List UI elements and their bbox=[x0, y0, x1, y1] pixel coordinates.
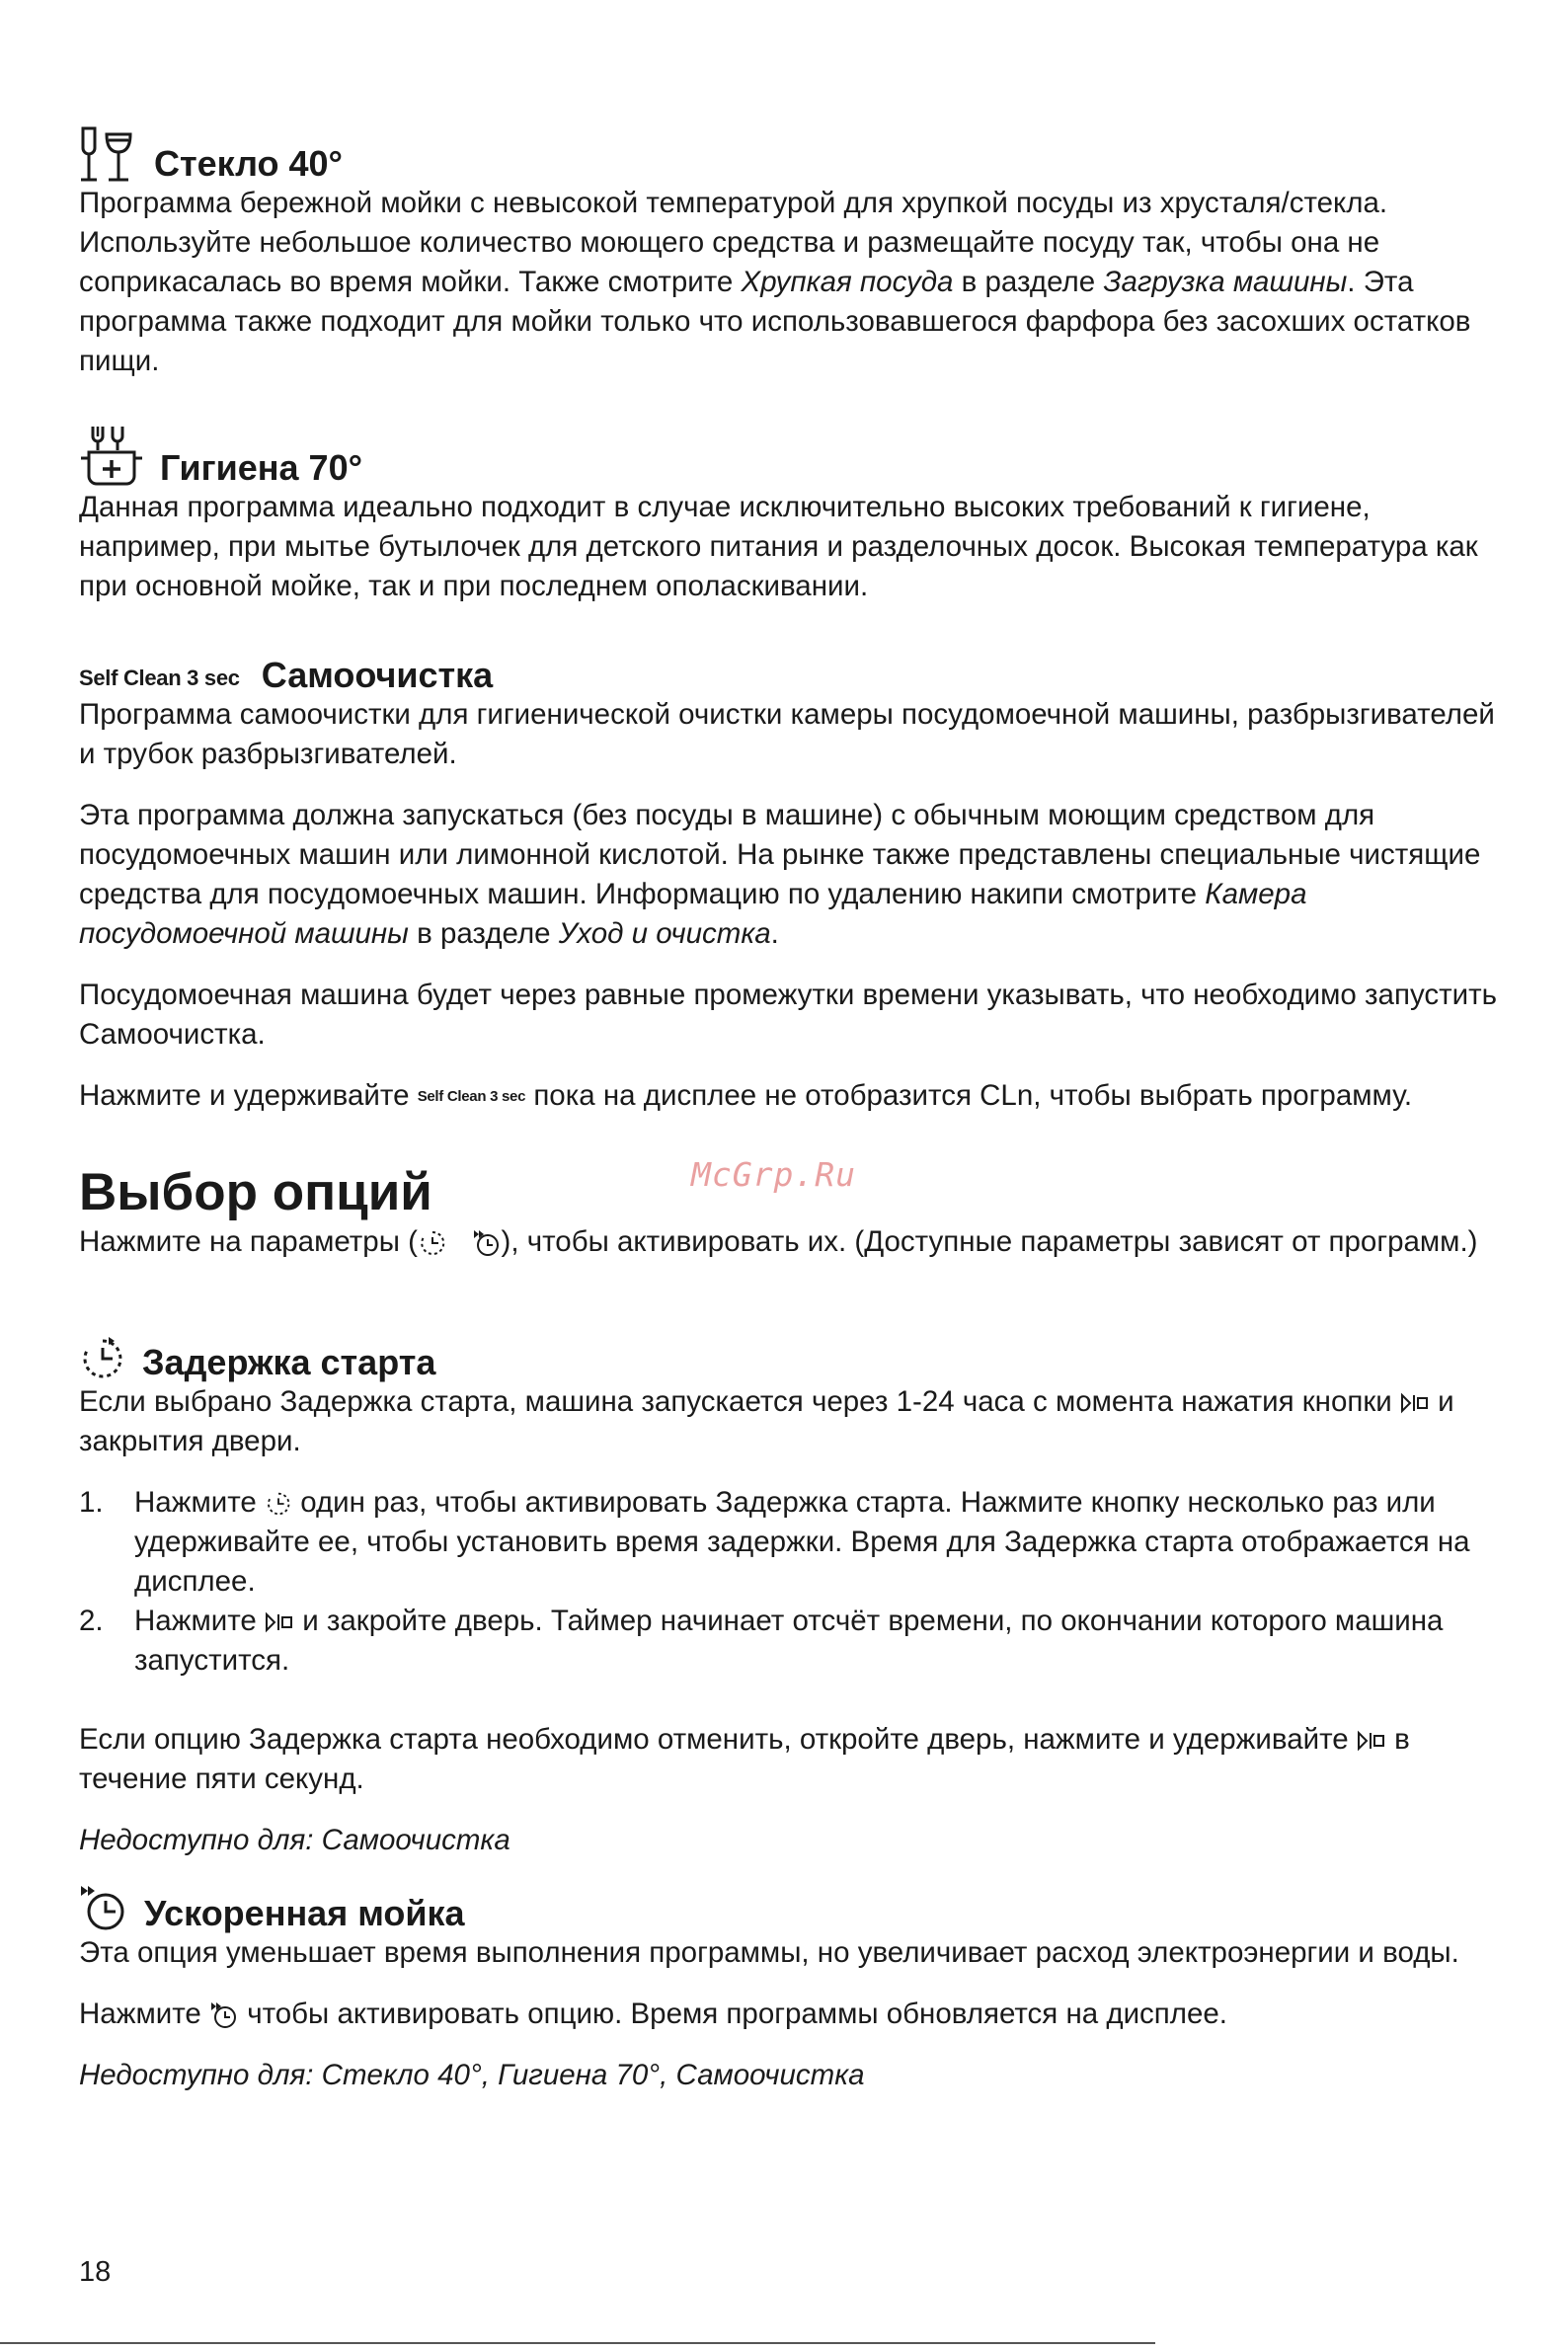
delay-start-icon bbox=[265, 1490, 292, 1518]
speed-press-text-b: чтобы активировать опцию. Время программы обновляется на дисплее. bbox=[239, 1998, 1227, 2030]
start-pause-icon bbox=[265, 1611, 294, 1633]
delay-intro-text-b: и закрытия двери. bbox=[79, 1385, 1454, 1457]
step-text-b: один раз, чтобы активировать Задержка старта. Нажмите кнопку несколько раз или удерживайте ее, чтобы установить время задержки. Время для Задержка старта отображается на дисплее. bbox=[134, 1486, 1470, 1598]
page-number: 18 bbox=[79, 2256, 112, 2288]
section-speed bbox=[79, 1884, 1501, 2095]
selfclean-para-4-text-b: пока на дисплее не отобразится CLn, чтобы выбрать программу. bbox=[525, 1079, 1413, 1112]
section-hygiene bbox=[79, 423, 1501, 606]
delay-cancel-text-b: в течение пяти секунд. bbox=[79, 1723, 1410, 1795]
speed-press-text-a: Нажмите bbox=[79, 1998, 209, 2030]
glass-title: Стекло 40° bbox=[154, 143, 343, 184]
selfclean-ref-chamber: Камера посудомоечной машины bbox=[79, 878, 1307, 950]
glass-body-text-3: . Эта программа также подходит для мойки только что использовавшегося фарфора без засохших остатков пищи. bbox=[79, 266, 1471, 377]
delay-unavailable: Недоступно для: Самоочистка bbox=[79, 1824, 510, 1856]
delay-cancel bbox=[79, 1720, 1501, 1799]
list-item bbox=[79, 1483, 1501, 1602]
selfclean-inline-label: Self Clean 3 sec bbox=[417, 1088, 526, 1106]
selfclean-ref-care: Уход и очистка bbox=[558, 917, 771, 950]
delay-title: Задержка старта bbox=[142, 1342, 436, 1382]
glass-icon bbox=[79, 126, 138, 184]
glass-ref-fragile: Хрупкая посуда bbox=[741, 266, 954, 298]
speed-title: Ускоренная мойка bbox=[144, 1893, 465, 1933]
glass-body bbox=[79, 184, 1501, 381]
step-number: 1. bbox=[79, 1486, 104, 1519]
options-title: Выбор опций bbox=[79, 1163, 432, 1221]
watermark: McGrp.Ru bbox=[691, 1155, 856, 1194]
delay-cancel-text-a: Если опцию Задержка старта необходимо отменить, откройте дверь, нажмите и удерживайте bbox=[79, 1723, 1357, 1756]
selfclean-para-3: Посудомоечная машина будет через равные промежутки времени указывать, что необходимо запустить Самоочистка. bbox=[79, 979, 1497, 1051]
delay-heading bbox=[79, 1335, 1501, 1382]
delay-intro bbox=[79, 1382, 1501, 1461]
selfclean-para-2-text-b: в разделе bbox=[408, 917, 559, 950]
step-text bbox=[134, 1602, 1501, 1681]
step-text-a: Нажмите bbox=[134, 1486, 265, 1519]
delay-start-icon bbox=[418, 1228, 447, 1258]
glass-ref-loading: Загрузка машины bbox=[1103, 266, 1348, 298]
selfclean-button-label: Self Clean 3 sec bbox=[79, 666, 240, 690]
delay-start-icon bbox=[79, 1335, 126, 1382]
selfclean-heading bbox=[79, 656, 1501, 695]
options-intro-text-a: Нажмите на параметры ( bbox=[79, 1225, 418, 1258]
delay-intro-text-a: Если выбрано Задержка старта, машина запускается через 1-24 часа с момента нажатия кнопки bbox=[79, 1385, 1400, 1418]
section-delay bbox=[79, 1335, 1501, 1860]
selfclean-para-2-text-a: Эта программа должна запускаться (без посуды в машине) с обычным моющим средством для посудомоечных машин или лимонной кислотой. На рынке также представлены специальные чистящие средства для посудомоечных машин. Информацию по удалению накипи смотрите bbox=[79, 799, 1481, 910]
step-text-a: Нажмите bbox=[134, 1605, 265, 1637]
selfclean-para-4 bbox=[79, 1076, 1501, 1117]
step-number: 2. bbox=[79, 1605, 104, 1637]
selfclean-title: Самоочистка bbox=[261, 655, 494, 695]
glass-body-text-2: в разделе bbox=[953, 266, 1104, 298]
hygiene-heading bbox=[79, 423, 1501, 488]
selfclean-para-2-text-c: . bbox=[770, 917, 779, 950]
step-text-b: и закройте дверь. Таймер начинает отсчёт времени, по окончании которого машина запустится. bbox=[134, 1605, 1444, 1677]
selfclean-para-2 bbox=[79, 796, 1501, 954]
start-pause-icon bbox=[1357, 1730, 1386, 1752]
hygiene-body: Данная программа идеально подходит в случае исключительно высоких требований к гигиене, например, при мытье бутылочек для детского питания и разделочных досок. Высокая температура как при основной мойке, так и при последнем ополаскивании. bbox=[79, 491, 1478, 602]
delay-steps bbox=[79, 1483, 1501, 1681]
section-selfclean bbox=[79, 656, 1501, 1117]
bottom-rule bbox=[0, 2342, 1155, 2344]
section-glass bbox=[79, 126, 1501, 381]
speed-press bbox=[79, 1995, 1501, 2034]
speed-unavailable: Недоступно для: Стекло 40°, Гигиена 70°, Самоочистка bbox=[79, 2059, 865, 2091]
step-text bbox=[134, 1483, 1501, 1602]
speed-wash-icon bbox=[79, 1884, 128, 1933]
glass-heading bbox=[79, 126, 1501, 184]
selfclean-para-1: Программа самоочистки для гигиенической очистки камеры посудомоечной машины, разбрызгивателей и трубок разбрызгивателей. bbox=[79, 698, 1495, 770]
glass-body-text-1: Программа бережной мойки с невысокой температурой для хрупкой посуды из хрусталя/стекла. Используйте небольшое количество моющего средства и размещайте посуду так, чтобы она не соприкасалась во время мойки. Также смотрите bbox=[79, 187, 1388, 298]
speed-wash-icon bbox=[209, 2000, 239, 2030]
selfclean-para-4-text-a: Нажмите и удерживайте bbox=[79, 1079, 418, 1112]
speed-body: Эта опция уменьшает время выполнения программы, но увеличивает расход электроэнергии и воды. bbox=[79, 1936, 1459, 1969]
speed-heading bbox=[79, 1884, 1501, 1933]
start-pause-icon bbox=[1400, 1392, 1430, 1414]
hygiene-title: Гигиена 70° bbox=[160, 447, 362, 488]
list-item bbox=[79, 1602, 1501, 1681]
speed-wash-icon bbox=[472, 1228, 502, 1258]
options-intro-text-b: ), чтобы активировать их. (Доступные параметры зависят от программ.) bbox=[501, 1225, 1478, 1258]
hygiene-icon bbox=[79, 423, 144, 488]
options-intro bbox=[79, 1222, 1501, 1262]
